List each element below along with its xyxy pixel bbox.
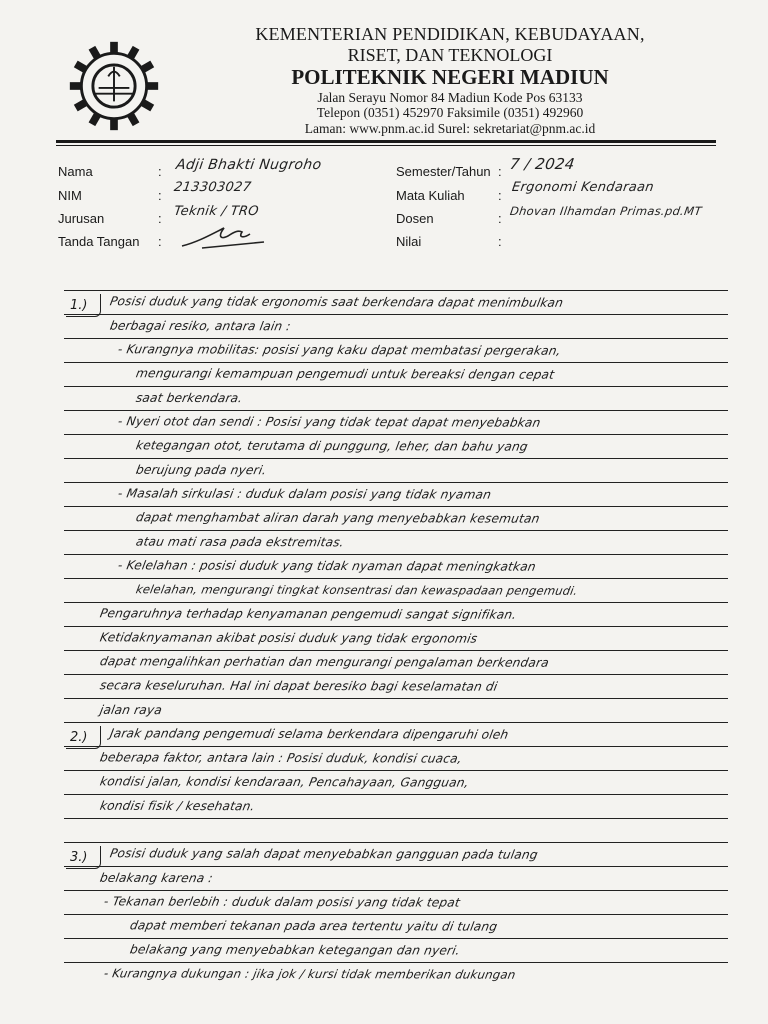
ruled-line — [64, 626, 728, 627]
jurusan-label: Jurusan — [58, 211, 105, 226]
signature — [178, 222, 268, 252]
answer-1-line: dapat menghambat aliran darah yang menyebabkan kesemutan — [134, 510, 541, 526]
ruled-line — [64, 794, 728, 795]
letterhead — [190, 24, 710, 136]
ruled-line — [64, 866, 728, 867]
semester-label: Semester/Tahun — [396, 164, 491, 179]
ruled-line — [64, 290, 728, 291]
colon: : — [498, 234, 502, 249]
answer-2-line: kondisi jalan, kondisi kendaraan, Pencahayaan, Gangguan, — [98, 774, 471, 790]
matkul-value: Ergonomi Kendaraan — [510, 180, 655, 195]
answer-1-line: Pengaruhnya terhadap kenyamanan pengemudi sangat signifikan. — [98, 606, 518, 622]
answer-1-line: secara keseluruhan. Hal ini dapat beresiko bagi keselamatan di — [98, 678, 499, 694]
answer-1-line: - Masalah sirkulasi : duduk dalam posisi yang tidak nyaman — [116, 486, 493, 502]
answer-3-line: - Kurangnya dukungan : jika jok / kursi tidak memberikan dukungan — [102, 966, 517, 982]
answer-3-line: - Tekanan berlebih : duduk dalam posisi yang tidak tepat — [102, 894, 462, 910]
answer-1-line: Ketidaknyamanan akibat posisi duduk yang tidak ergonomis — [98, 630, 479, 646]
colon: : — [498, 188, 502, 203]
ruled-line — [64, 674, 728, 675]
nama-label: Nama — [58, 164, 93, 179]
ruled-line — [64, 578, 728, 579]
colon: : — [158, 234, 162, 249]
answer-1-line: saat berkendara. — [134, 390, 244, 406]
ministry-line-1: KEMENTERIAN PENDIDIKAN, KEBUDAYAAN, — [255, 24, 645, 44]
answer-1-line: Posisi duduk yang tidak ergonomis saat berkendara dapat menimbulkan — [108, 294, 565, 310]
nilai-label: Nilai — [396, 234, 422, 249]
dosen-value: Dhovan Ilhamdan Primas.pd.MT — [509, 204, 703, 218]
answer-3-line: belakang yang menyebabkan ketegangan dan nyeri. — [128, 942, 462, 958]
dosen-label: Dosen — [396, 211, 434, 226]
ruled-line — [64, 746, 728, 747]
colon: : — [158, 164, 162, 179]
answer-2-line: beberapa faktor, antara lain : Posisi duduk, kondisi cuaca, — [98, 750, 464, 766]
matkul-label: Mata Kuliah — [396, 188, 465, 203]
nama-value: Adji Bhakti Nugroho — [174, 157, 323, 173]
ruled-line — [64, 938, 728, 939]
answer-1-line: - Nyeri otot dan sendi : Posisi yang tidak tepat dapat menyebabkan — [116, 414, 542, 430]
web-line: Laman: www.pnm.ac.id Surel: sekretariat@pnm.ac.id — [304, 120, 596, 136]
answer-1-line: jalan raya — [98, 702, 164, 718]
ruled-line — [64, 506, 728, 507]
answer-1-line: berujung pada nyeri. — [134, 462, 268, 478]
answer-1-line: mengurangi kemampuan pengemudi untuk bereaksi dengan cepat — [134, 366, 556, 382]
nim-label: NIM — [58, 188, 82, 203]
address-line: Jalan Serayu Nomor 84 Madiun Kode Pos 63133 — [317, 89, 583, 105]
ruled-line — [64, 770, 728, 771]
ruled-line — [64, 434, 728, 435]
signature-label: Tanda Tangan — [58, 234, 140, 249]
answer-1-line: - Kurangnya mobilitas: posisi yang kaku dapat membatasi pergerakan, — [116, 342, 563, 358]
ruled-line — [64, 386, 728, 387]
question-number-3: 3.) — [70, 850, 88, 865]
ruled-line — [64, 914, 728, 915]
answer-3-line: Posisi duduk yang salah dapat menyebabkan gangguan pada tulang — [108, 846, 539, 862]
phone-line: Telepon (0351) 452970 Faksimile (0351) 492960 — [316, 105, 584, 121]
answer-2-line: Jarak pandang pengemudi selama berkendara dipengaruhi oleh — [108, 726, 510, 742]
colon: : — [498, 164, 502, 179]
ruled-line — [64, 482, 728, 483]
answer-1-line: dapat mengalihkan perhatian dan mengurangi pengalaman berkendara — [98, 654, 551, 670]
ruled-line — [64, 554, 728, 555]
ruled-line — [64, 458, 728, 459]
ruled-line — [64, 650, 728, 651]
ruled-line — [64, 338, 728, 339]
ruled-line — [64, 818, 728, 819]
answer-2-line: kondisi fisik / kesehatan. — [98, 798, 256, 814]
answer-3-line: belakang karena : — [98, 870, 214, 886]
institution-name: POLITEKNIK NEGERI MADIUN — [291, 65, 609, 90]
header-rule-thin — [56, 145, 716, 146]
number-bracket — [66, 294, 101, 317]
ruled-line — [64, 602, 728, 603]
number-bracket — [66, 726, 101, 749]
answer-1-line: ketegangan otot, terutama di punggung, leher, dan bahu yang — [134, 438, 530, 454]
ruled-line — [64, 842, 728, 843]
question-number-1: 1.) — [70, 298, 88, 313]
nim-value: 213303027 — [172, 180, 253, 195]
answer-3-line: dapat memberi tekanan pada area tertentu yaitu di tulang — [128, 918, 499, 934]
number-bracket — [66, 846, 101, 869]
ruled-line — [64, 962, 728, 963]
ruled-line — [64, 314, 728, 315]
jurusan-value: Teknik / TRO — [172, 204, 260, 219]
ruled-line — [64, 530, 728, 531]
ministry-line-2: RISET, DAN TEKNOLOGI — [347, 44, 553, 65]
colon: : — [158, 188, 162, 203]
colon: : — [158, 211, 162, 226]
answer-1-line: atau mati rasa pada ekstremitas. — [134, 534, 346, 550]
ruled-line — [64, 362, 728, 363]
ruled-line — [64, 890, 728, 891]
semester-value: 7 / 2024 — [508, 155, 576, 173]
answer-1-line: kelelahan, mengurangi tingkat konsentrasi dan kewaspadaan pengemudi. — [134, 582, 579, 598]
ruled-line — [64, 722, 728, 723]
politeknik-logo-icon — [66, 38, 162, 134]
ruled-line — [64, 698, 728, 699]
colon: : — [498, 211, 502, 226]
header-rule-thick — [56, 140, 716, 143]
ruled-line — [64, 410, 728, 411]
question-number-2: 2.) — [70, 730, 88, 745]
answer-1-line: - Kelelahan : posisi duduk yang tidak nyaman dapat meningkatkan — [116, 558, 538, 574]
answer-1-line: berbagai resiko, antara lain : — [108, 318, 292, 334]
